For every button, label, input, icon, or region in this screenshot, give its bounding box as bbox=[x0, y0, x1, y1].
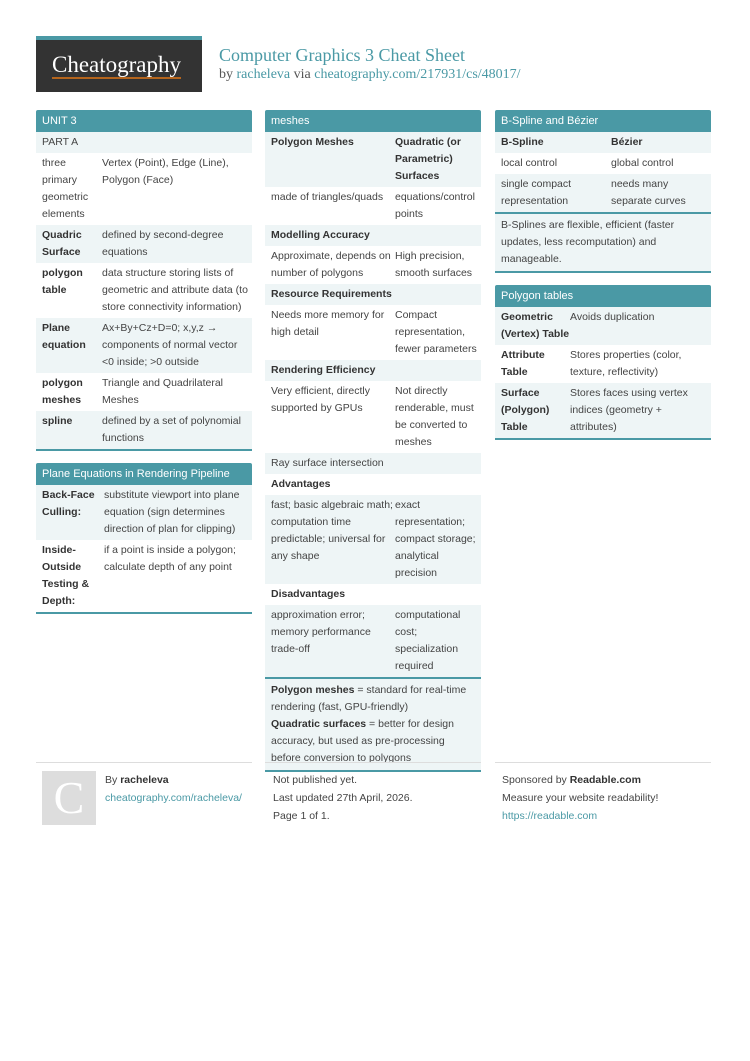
row-value: exact representation; compact storage; analytical precision bbox=[395, 499, 476, 579]
table-row bbox=[265, 584, 481, 605]
row-key: three primary geometric elements bbox=[42, 157, 89, 220]
table-row bbox=[495, 307, 711, 345]
column-1 bbox=[36, 110, 252, 626]
row-value: Stores properties (color, texture, reflectivity) bbox=[570, 349, 682, 378]
section-meshes bbox=[265, 110, 481, 772]
row-value: needs many separate curves bbox=[611, 178, 686, 207]
row-value: Vertex (Point), Edge (Line), Polygon (Face) bbox=[102, 157, 229, 186]
note-text: = better for design accuracy, but used as pre-processing before conversion to polygons bbox=[271, 718, 454, 764]
table-row bbox=[265, 305, 481, 360]
publish-status: Not published yet. bbox=[273, 774, 358, 786]
row-value: Triangle and Quadrilateral Meshes bbox=[102, 377, 224, 406]
table-row bbox=[265, 132, 481, 187]
footer-by: By bbox=[105, 774, 118, 786]
row-value: Not directly renderable, must be converted to meshes bbox=[395, 385, 474, 448]
table-row bbox=[36, 263, 252, 318]
column-3 bbox=[495, 110, 711, 452]
row-key: Quadric Surface bbox=[42, 229, 82, 258]
table-row bbox=[495, 174, 711, 212]
row-value: computational cost; specialization required bbox=[395, 609, 461, 672]
row-key: B-Spline bbox=[501, 136, 544, 148]
row-text: PART A bbox=[42, 136, 79, 148]
row-key: fast; basic algebraic math; computation time predictable; universal for any shape bbox=[271, 499, 393, 562]
table-row bbox=[495, 153, 711, 174]
table-row bbox=[36, 132, 252, 153]
table-row bbox=[265, 284, 481, 305]
table-row bbox=[36, 411, 252, 449]
sponsor-tagline: Measure your website readability! bbox=[502, 792, 659, 804]
row-key: Surface (Polygon) Table bbox=[501, 387, 550, 433]
column-2 bbox=[265, 110, 481, 784]
author-avatar: C bbox=[42, 771, 96, 825]
table-row bbox=[265, 474, 481, 495]
table-row bbox=[495, 383, 711, 438]
table-row bbox=[265, 360, 481, 381]
row-value: substitute viewport into plane equation (sign determines direction of plan for clipping) bbox=[104, 489, 240, 535]
byline bbox=[219, 67, 521, 83]
row-text: Rendering Efficiency bbox=[271, 364, 376, 376]
section-header: Polygon tables bbox=[495, 285, 711, 307]
row-value: Avoids duplication bbox=[570, 311, 655, 323]
row-key: polygon meshes bbox=[42, 377, 83, 406]
row-text: Disadvantages bbox=[271, 588, 346, 600]
via-label: via bbox=[293, 67, 311, 82]
row-value: data structure storing lists of geometric and attribute data (to store connectivity information) bbox=[102, 267, 248, 313]
row-value: if a point is inside a polygon; calculate depth of any point bbox=[104, 544, 236, 573]
row-key: Inside-Outside Testing & Depth: bbox=[42, 544, 90, 607]
row-key: Approximate, depends on number of polygons bbox=[271, 250, 391, 279]
note-text: Quadratic surfaces bbox=[271, 718, 367, 730]
sponsor-name: Readable.com bbox=[569, 774, 641, 786]
footer-status bbox=[265, 762, 481, 825]
sponsor-link[interactable]: https://readable.com bbox=[502, 810, 598, 822]
section-polygon-tables bbox=[495, 285, 711, 440]
sponsored-by: Sponsored by bbox=[502, 774, 567, 786]
row-key: Needs more memory for high detail bbox=[271, 309, 385, 338]
note-text: = standard for real-time rendering (fast, GPU-friendly) bbox=[271, 684, 467, 713]
section-bspline bbox=[495, 110, 711, 273]
row-text: Modelling Accuracy bbox=[271, 229, 370, 241]
section-note bbox=[265, 677, 481, 770]
cheatography-logo[interactable] bbox=[36, 36, 202, 92]
row-text: Resource Requirements bbox=[271, 288, 392, 300]
table-row bbox=[36, 540, 252, 612]
row-text: Advantages bbox=[271, 478, 331, 490]
section-header: Plane Equations in Rendering Pipeline bbox=[36, 463, 252, 485]
row-key: made of triangles/quads bbox=[271, 191, 384, 203]
row-value: Compact representation, fewer parameters bbox=[395, 309, 477, 355]
row-key: Polygon Meshes bbox=[271, 136, 354, 148]
table-row bbox=[36, 318, 252, 373]
row-key: Plane equation bbox=[42, 322, 86, 351]
row-value: equations/control points bbox=[395, 191, 475, 220]
note-text: B-Splines are flexible, efficient (faster updates, less recomputation) and manageable. bbox=[501, 219, 675, 265]
row-value: Ax+By+Cz+D=0; x,y,z → components of normal vector <0 inside; >0 outside bbox=[102, 322, 238, 368]
section-plane-eq bbox=[36, 463, 252, 614]
row-key: Attribute Table bbox=[501, 349, 545, 378]
row-key: local control bbox=[501, 157, 558, 169]
table-row bbox=[495, 345, 711, 383]
sheet-url-link[interactable]: cheatography.com/217931/cs/48017/ bbox=[314, 67, 521, 82]
table-row bbox=[265, 187, 481, 225]
row-value: global control bbox=[611, 157, 674, 169]
section-header: UNIT 3 bbox=[36, 110, 252, 132]
row-value: defined by a set of polynomial functions bbox=[102, 415, 241, 444]
by-label: by bbox=[219, 67, 233, 82]
row-key: spline bbox=[42, 415, 73, 427]
row-key: polygon table bbox=[42, 267, 83, 296]
row-key: approximation error; memory performance trade-off bbox=[271, 609, 371, 655]
section-note bbox=[495, 212, 711, 271]
page-number: Page 1 of 1. bbox=[273, 810, 330, 822]
page-title: Computer Graphics 3 Cheat Sheet bbox=[219, 45, 465, 65]
table-row bbox=[265, 246, 481, 284]
table-row bbox=[265, 605, 481, 677]
row-value: Quadratic (or Parametric) Surfaces bbox=[395, 136, 461, 182]
table-row bbox=[495, 132, 711, 153]
footer-author-link[interactable]: cheatography.com/racheleva/ bbox=[105, 792, 242, 804]
table-row bbox=[36, 225, 252, 263]
row-key: Geometric (Vertex) Table bbox=[501, 311, 570, 340]
row-key: single compact representation bbox=[501, 178, 572, 207]
table-row bbox=[265, 453, 481, 474]
row-value: Bézier bbox=[611, 136, 643, 148]
row-key: Back-Face Culling: bbox=[42, 489, 95, 518]
footer-sponsor bbox=[495, 762, 711, 825]
last-updated: Last updated 27th April, 2026. bbox=[273, 792, 413, 804]
author-link[interactable]: racheleva bbox=[236, 67, 291, 82]
section-header: B-Spline and Bézier bbox=[495, 110, 711, 132]
table-row bbox=[36, 153, 252, 225]
table-row bbox=[36, 373, 252, 411]
row-text: Ray surface intersection bbox=[271, 457, 384, 469]
row-value: High precision, smooth surfaces bbox=[395, 250, 473, 279]
row-key: Very efficient, directly supported by GPUs bbox=[271, 385, 371, 414]
table-row bbox=[265, 381, 481, 453]
note-text: Polygon meshes bbox=[271, 684, 355, 696]
row-value: defined by second-degree equations bbox=[102, 229, 224, 258]
footer-author-name: racheleva bbox=[120, 774, 169, 786]
table-row bbox=[265, 225, 481, 246]
row-value: Stores faces using vertex indices (geometry + attributes) bbox=[570, 387, 688, 433]
section-unit3 bbox=[36, 110, 252, 451]
table-row bbox=[265, 495, 481, 584]
footer-author bbox=[36, 762, 252, 823]
logo-text: Cheatography bbox=[52, 52, 182, 77]
section-header: meshes bbox=[265, 110, 481, 132]
table-row bbox=[36, 485, 252, 540]
